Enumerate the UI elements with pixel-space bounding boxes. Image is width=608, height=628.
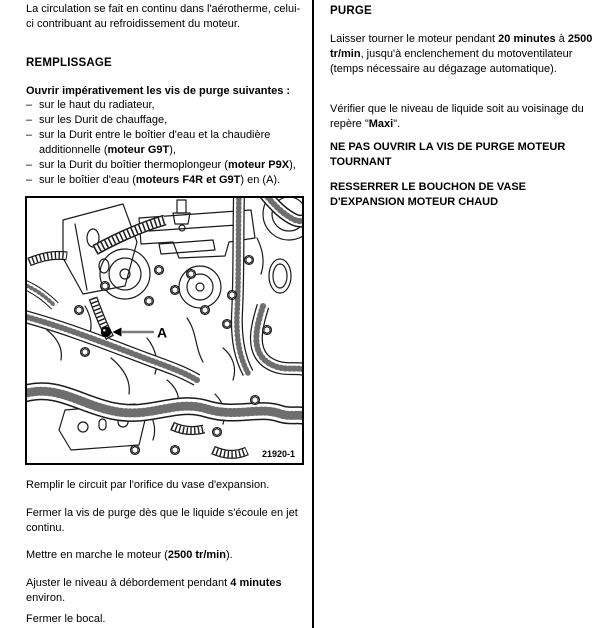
list-item-text: sur le boîtier d'eau (moteurs F4R et G9T) en (A). bbox=[39, 174, 281, 186]
bleed-screw-marker bbox=[101, 325, 167, 341]
section-heading-purge: PURGE bbox=[330, 5, 372, 17]
close-bleed-screw-paragraph: Fermer la vis de purge dès que le liquide s'écoule en jet continu. bbox=[26, 507, 298, 534]
section-heading-remplissage: REMPLISSAGE bbox=[26, 57, 112, 69]
list-item-text: sur la Durit du boîtier thermoplongeur (moteur P9X), bbox=[39, 159, 296, 171]
run-engine-paragraph: Laisser tourner le moteur pendant 20 minutes à 2500 tr/min, jusqu'à enclenchement du motoventilateur (temps nécessaire au dégazage automatique). bbox=[330, 33, 593, 75]
arrow-left-icon bbox=[113, 328, 122, 337]
figure-ref: 21920-1 bbox=[261, 449, 295, 459]
sensor bbox=[177, 200, 186, 213]
warning-retighten-cap: RESSERRER LE BOUCHON DE VASE D'EXPANSION MOTEUR CHAUD bbox=[330, 181, 526, 208]
list-item-text: sur les Durit de chauffage, bbox=[39, 114, 168, 126]
list-item-water-housing bbox=[26, 173, 303, 188]
bleed-screw-list bbox=[26, 98, 303, 188]
check-level-paragraph: Vérifier que le niveau de liquide soit au voisinage du repère "Maxi". bbox=[330, 103, 584, 130]
engine-diagram-figure bbox=[25, 196, 304, 465]
list-item-text: sur le haut du radiateur, bbox=[39, 99, 155, 111]
start-engine-paragraph: Mettre en marche le moteur (2500 tr/min). bbox=[26, 549, 233, 561]
bleed-screw-dot bbox=[101, 327, 111, 337]
close-jar-paragraph: Fermer le bocal. bbox=[26, 613, 106, 625]
bullet-dash: – bbox=[26, 129, 33, 141]
bullet-dash: – bbox=[26, 159, 33, 171]
list-item-heater-hoses bbox=[26, 113, 303, 128]
open-bleed-screws-instruction: Ouvrir impérativement les vis de purge suivantes : bbox=[26, 85, 291, 97]
pulley-right bbox=[179, 266, 221, 308]
column-divider bbox=[312, 0, 314, 628]
bullet-dash: – bbox=[26, 174, 33, 186]
adjust-level-paragraph: Ajuster le niveau à débordement pendant 4 minutes environ. bbox=[26, 577, 282, 604]
list-item-boiler-hose bbox=[26, 128, 303, 158]
warning-do-not-open: NE PAS OUVRIR LA VIS DE PURGE MOTEUR TOURNANT bbox=[330, 141, 566, 168]
list-item-immersion-heater-hose bbox=[26, 158, 303, 173]
bullet-dash: – bbox=[26, 114, 33, 126]
engine-line-drawing bbox=[27, 198, 302, 463]
list-item-text: sur la Durit entre le boîtier d'eau et la chaudière additionnelle (moteur G9T), bbox=[39, 129, 271, 156]
marker-a-label: A bbox=[157, 324, 168, 341]
pulley-left bbox=[100, 249, 150, 299]
intro-paragraph: La circulation se fait en continu dans l'aérotherme, celui-ci contribuant au refroidissement du moteur. bbox=[26, 3, 301, 30]
bullet-dash: – bbox=[26, 99, 33, 111]
coolant-hoses bbox=[27, 198, 302, 416]
fill-circuit-paragraph: Remplir le circuit par l'orifice du vase d'expansion. bbox=[26, 479, 270, 491]
list-item-radiator bbox=[26, 98, 303, 113]
